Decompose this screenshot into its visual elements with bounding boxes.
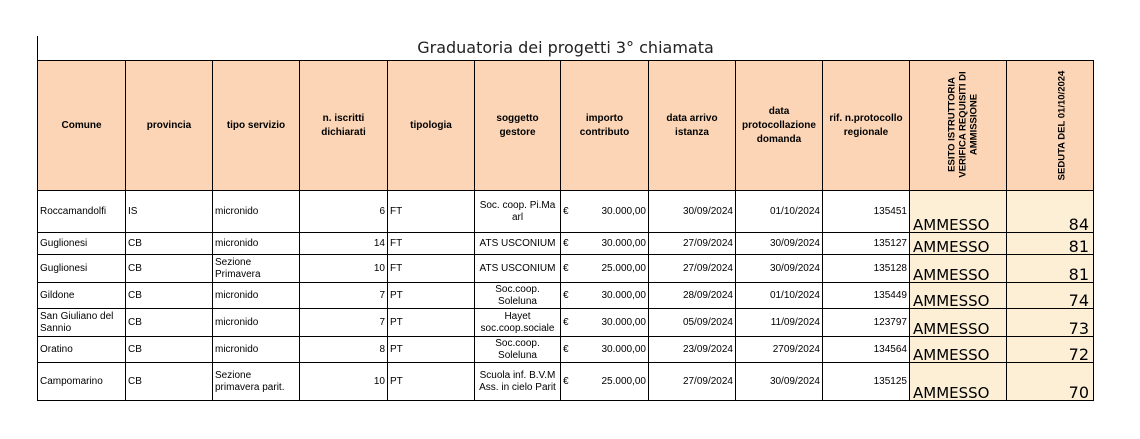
table-row — [38, 191, 1094, 233]
cell-provincia: CB — [126, 337, 213, 363]
euro-symbol: € — [563, 316, 569, 328]
cell-data-arrivo: 27/09/2024 — [649, 363, 736, 401]
cell-provincia: CB — [126, 283, 213, 309]
cell-importo — [561, 283, 649, 309]
cell-comune: Gildone — [38, 283, 126, 309]
header-esito-line2: VERIFICA REQUISITI DI — [957, 71, 969, 178]
cell-tipo-servizio: Sezione Primavera — [213, 255, 300, 283]
cell-rif-protocollo: 135128 — [823, 255, 910, 283]
cell-rif-protocollo: 135451 — [823, 191, 910, 233]
cell-data-protocollazione: 30/09/2024 — [736, 233, 823, 255]
cell-provincia: CB — [126, 309, 213, 337]
cell-data-protocollazione: 30/09/2024 — [736, 363, 823, 401]
cell-tipologia: FT — [388, 233, 475, 255]
euro-symbol: € — [563, 289, 569, 301]
cell-rif-protocollo: 135125 — [823, 363, 910, 401]
importo-amount: 30.000,00 — [601, 237, 646, 249]
cell-tipo-servizio: micronido — [213, 191, 300, 233]
cell-seduta: 84 — [1007, 191, 1094, 233]
euro-symbol: € — [563, 205, 569, 217]
cell-data-arrivo: 28/09/2024 — [649, 283, 736, 309]
cell-data-protocollazione: 01/10/2024 — [736, 283, 823, 309]
cell-esito: AMMESSO — [910, 283, 1007, 309]
importo-amount: 25.000,00 — [601, 262, 646, 274]
cell-esito: AMMESSO — [910, 309, 1007, 337]
cell-seduta: 72 — [1007, 337, 1094, 363]
cell-comune: San Giuliano del Sannio — [38, 309, 126, 337]
cell-n-iscritti: 10 — [300, 363, 388, 401]
cell-esito: AMMESSO — [910, 255, 1007, 283]
cell-tipologia: PT — [388, 337, 475, 363]
cell-tipo-servizio: micronido — [213, 309, 300, 337]
cell-n-iscritti: 6 — [300, 191, 388, 233]
cell-tipologia: PT — [388, 283, 475, 309]
cell-data-arrivo: 30/09/2024 — [649, 191, 736, 233]
cell-importo — [561, 233, 649, 255]
cell-data-protocollazione: 30/09/2024 — [736, 255, 823, 283]
header-tipo-servizio: tipo servizio — [213, 61, 300, 191]
cell-importo — [561, 255, 649, 283]
header-importo: importo contributo — [561, 61, 649, 191]
cell-importo — [561, 337, 649, 363]
importo-amount: 30.000,00 — [601, 205, 646, 217]
ranking-table — [37, 60, 1094, 401]
header-rif-protocollo: rif. n.protocollo regionale — [823, 61, 910, 191]
header-data-arrivo: data arrivo istanza — [649, 61, 736, 191]
cell-n-iscritti: 14 — [300, 233, 388, 255]
cell-esito: AMMESSO — [910, 191, 1007, 233]
cell-esito: AMMESSO — [910, 363, 1007, 401]
cell-data-arrivo: 27/09/2024 — [649, 255, 736, 283]
header-esito-line1: ESITO ISTRUTTORIA — [946, 77, 958, 172]
cell-soggetto-gestore: ATS USCONIUM — [475, 255, 561, 283]
cell-n-iscritti: 10 — [300, 255, 388, 283]
cell-esito: AMMESSO — [910, 233, 1007, 255]
header-row — [38, 61, 1094, 191]
cell-tipo-servizio: micronido — [213, 283, 300, 309]
cell-seduta: 70 — [1007, 363, 1094, 401]
cell-soggetto-gestore: Hayet soc.coop.sociale — [475, 309, 561, 337]
cell-rif-protocollo: 123797 — [823, 309, 910, 337]
cell-data-protocollazione: 01/10/2024 — [736, 191, 823, 233]
header-esito-line3: AMMISSIONE — [968, 93, 980, 156]
table-row — [38, 233, 1094, 255]
header-provincia: provincia — [126, 61, 213, 191]
header-seduta — [1007, 61, 1094, 191]
euro-symbol: € — [563, 375, 569, 387]
cell-importo — [561, 309, 649, 337]
cell-tipo-servizio: micronido — [213, 233, 300, 255]
header-n-iscritti: n. iscritti dichiarati — [300, 61, 388, 191]
cell-soggetto-gestore: Soc.coop. Soleluna — [475, 283, 561, 309]
cell-data-arrivo: 23/09/2024 — [649, 337, 736, 363]
euro-symbol: € — [563, 237, 569, 249]
cell-rif-protocollo: 135449 — [823, 283, 910, 309]
cell-comune: Campomarino — [38, 363, 126, 401]
header-esito-text — [947, 71, 980, 177]
header-seduta-text: SEDUTA DEL 01/10/2024 — [1056, 70, 1068, 180]
header-tipologia: tipologia — [388, 61, 475, 191]
table-title: Graduatoria dei progetti 3° chiamata — [417, 38, 714, 57]
importo-amount: 30.000,00 — [601, 289, 646, 301]
table-row — [38, 337, 1094, 363]
euro-symbol: € — [563, 262, 569, 274]
euro-symbol: € — [563, 343, 569, 355]
cell-provincia: CB — [126, 233, 213, 255]
cell-n-iscritti: 8 — [300, 337, 388, 363]
table-body — [38, 191, 1094, 401]
cell-tipologia: FT — [388, 255, 475, 283]
importo-amount: 30.000,00 — [601, 316, 646, 328]
cell-data-protocollazione: 11/09/2024 — [736, 309, 823, 337]
header-data-protocollazione: data protocollazione domanda — [736, 61, 823, 191]
cell-data-protocollazione: 2709/2024 — [736, 337, 823, 363]
cell-soggetto-gestore: Scuola inf. B.V.M Ass. in cielo Parit — [475, 363, 561, 401]
importo-amount: 30.000,00 — [601, 343, 646, 355]
cell-rif-protocollo: 135127 — [823, 233, 910, 255]
cell-seduta: 81 — [1007, 255, 1094, 283]
cell-provincia: CB — [126, 363, 213, 401]
cell-n-iscritti: 7 — [300, 309, 388, 337]
cell-data-arrivo: 05/09/2024 — [649, 309, 736, 337]
cell-provincia: IS — [126, 191, 213, 233]
cell-importo — [561, 191, 649, 233]
cell-seduta: 74 — [1007, 283, 1094, 309]
cell-tipologia: PT — [388, 363, 475, 401]
header-comune: Comune — [38, 61, 126, 191]
header-soggetto-gestore: soggetto gestore — [475, 61, 561, 191]
cell-soggetto-gestore: Soc. coop. Pi.Ma arl — [475, 191, 561, 233]
cell-esito: AMMESSO — [910, 337, 1007, 363]
table-row — [38, 363, 1094, 401]
cell-tipo-servizio: micronido — [213, 337, 300, 363]
cell-comune: Roccamandolfi — [38, 191, 126, 233]
header-esito — [910, 61, 1007, 191]
cell-provincia: CB — [126, 255, 213, 283]
table-row — [38, 309, 1094, 337]
cell-soggetto-gestore: ATS USCONIUM — [475, 233, 561, 255]
table-row — [38, 283, 1094, 309]
table-row — [38, 255, 1094, 283]
cell-tipologia: FT — [388, 191, 475, 233]
cell-seduta: 81 — [1007, 233, 1094, 255]
cell-soggetto-gestore: Soc.coop. Soleluna — [475, 337, 561, 363]
cell-importo — [561, 363, 649, 401]
cell-tipologia: PT — [388, 309, 475, 337]
cell-rif-protocollo: 134564 — [823, 337, 910, 363]
cell-comune: Guglionesi — [38, 255, 126, 283]
cell-data-arrivo: 27/09/2024 — [649, 233, 736, 255]
cell-tipo-servizio: Sezione primavera parit. — [213, 363, 300, 401]
cell-n-iscritti: 7 — [300, 283, 388, 309]
cell-comune: Oratino — [38, 337, 126, 363]
importo-amount: 25.000,00 — [601, 375, 646, 387]
cell-seduta: 73 — [1007, 309, 1094, 337]
cell-comune: Guglionesi — [38, 233, 126, 255]
